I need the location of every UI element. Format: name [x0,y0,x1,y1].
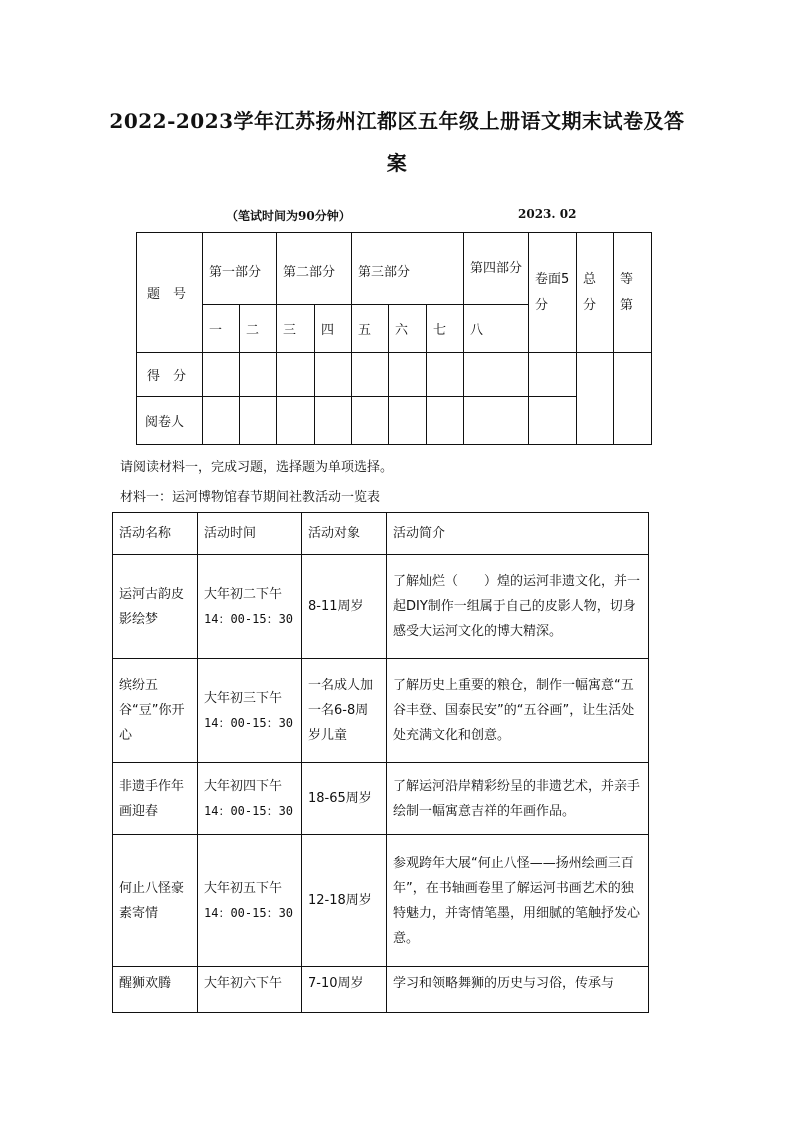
score-header-dengdi: 等第 [614,233,652,353]
score-grade-cell[interactable] [614,353,652,445]
activity-hours: 14：00-15：30 [204,715,294,730]
grader-input-cell[interactable] [277,397,315,445]
activity-intro: 参观跨年大展“何止八怪——扬州绘画三百年”，在书轴画卷里了解运河书画艺术的独特魅力，并寄情笔墨，用细腻的笔触抒发心意。 [387,835,649,967]
activity-header-intro: 活动简介 [387,513,649,555]
page-title: 2022-2023学年江苏扬州江都区五年级上册语文期末试卷及答案 [109,109,685,175]
activity-intro: 学习和领略舞狮的历史与习俗，传承与 [387,967,649,1013]
activity-target: 7-10周岁 [302,967,387,1013]
activity-target: 12-18周岁 [302,835,387,967]
activity-hours: 14：00-15：30 [204,611,294,626]
score-number-cell: 二 [240,305,277,353]
grader-input-cell[interactable] [529,397,577,445]
activity-header-name: 活动名称 [113,513,198,555]
activity-date: 大年初五下午 [204,880,283,896]
score-row-label-defen: 得 分 [137,353,203,397]
activity-name: 非遗手作年画迎春 [113,763,198,835]
score-header-tihao: 题 号 [137,233,203,353]
score-header-part2: 第二部分 [277,233,352,305]
score-total-cell[interactable] [577,353,614,445]
activity-header-target: 活动对象 [302,513,387,555]
score-number-cell: 八 [464,305,529,353]
score-header-juanmian: 卷面5分 [529,233,577,353]
score-input-cell[interactable] [352,353,389,397]
activity-target: 一名成人加一名6-8周岁儿童 [302,659,387,763]
exam-duration-note: （笔试时间为90分钟） [226,209,351,223]
score-input-cell[interactable] [240,353,277,397]
score-input-cell[interactable] [277,353,315,397]
score-row-label-yuejuanren: 阅卷人 [137,397,203,445]
exam-date: 2023. 02 [518,207,577,221]
score-header-zongfen: 总分 [577,233,614,353]
activity-name: 缤纷五谷“豆”你开心 [113,659,198,763]
grader-input-cell[interactable] [315,397,352,445]
score-input-cell[interactable] [464,353,529,397]
activity-date: 大年初四下午 [204,778,283,794]
score-number-cell: 六 [389,305,427,353]
grader-input-cell[interactable] [389,397,427,445]
activity-time [198,659,302,763]
activity-intro: 了解运河沿岸精彩纷呈的非遗艺术，并亲手绘制一幅寓意吉祥的年画作品。 [387,763,649,835]
activity-target: 18-65周岁 [302,763,387,835]
score-header-part3: 第三部分 [352,233,464,305]
activity-time [198,835,302,967]
activity-intro: 了解历史上重要的粮仓，制作一幅寓意“五谷丰登、国泰民安”的“五谷画”，让生活处处充满文化和创意。 [387,659,649,763]
activity-name: 运河古韵皮影绘梦 [113,555,198,659]
score-header-part1: 第一部分 [203,233,277,305]
instruction-text: 请阅读材料一，完成习题，选择题为单项选择。 [120,460,394,475]
score-input-cell[interactable] [427,353,464,397]
activity-date: 大年初三下午 [204,690,283,706]
grader-input-cell[interactable] [240,397,277,445]
material-title: 材料一：运河博物馆春节期间社教活动一览表 [120,490,381,505]
score-number-cell: 五 [352,305,389,353]
score-table [136,232,652,445]
score-header-part4: 第四部分 [464,233,529,305]
grader-input-cell[interactable] [427,397,464,445]
activity-time [198,967,302,1013]
activity-time [198,763,302,835]
activity-target: 8-11周岁 [302,555,387,659]
grader-input-cell[interactable] [464,397,529,445]
activity-date: 大年初六下午 [204,976,283,991]
activity-time [198,555,302,659]
score-number-cell: 四 [315,305,352,353]
activity-date: 大年初二下午 [204,586,283,602]
score-input-cell[interactable] [203,353,240,397]
score-input-cell[interactable] [389,353,427,397]
score-input-cell[interactable] [529,353,577,397]
grader-input-cell[interactable] [203,397,240,445]
activity-header-time: 活动时间 [198,513,302,555]
activity-table [112,512,649,1013]
score-number-cell: 一 [203,305,240,353]
score-number-cell: 三 [277,305,315,353]
activity-name: 醒狮欢腾 [113,967,198,1013]
score-number-cell: 七 [427,305,464,353]
grader-input-cell[interactable] [352,397,389,445]
activity-intro: 了解灿烂（ ）煌的运河非遗文化，并一起DIY制作一组属于自己的皮影人物，切身感受大运河文化的博大精深。 [387,555,649,659]
activity-name: 何止八怪豪素寄情 [113,835,198,967]
activity-hours: 14：00-15：30 [204,803,294,818]
score-input-cell[interactable] [315,353,352,397]
activity-hours: 14：00-15：30 [204,905,294,920]
